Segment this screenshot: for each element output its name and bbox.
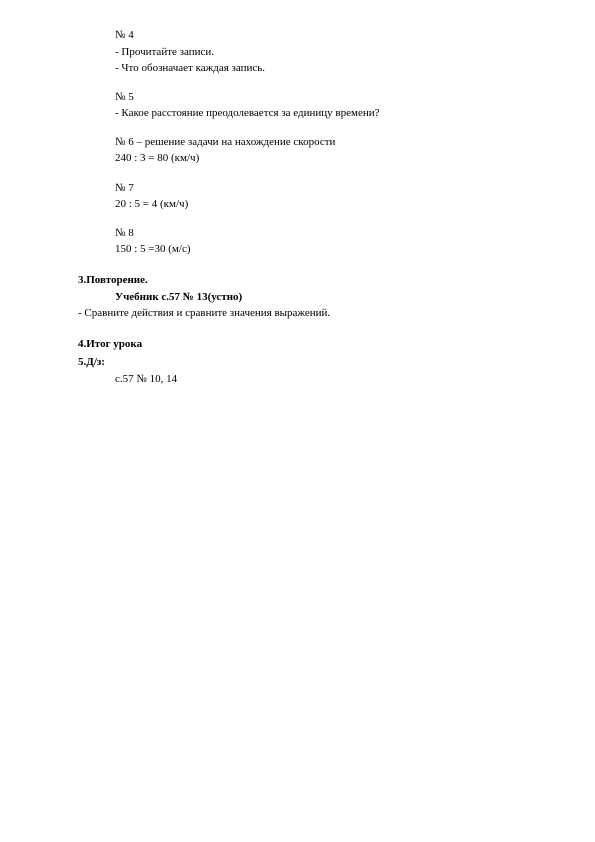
task-6-heading: № 6 – решение задачи на нахождение скорости xyxy=(115,136,336,148)
task-4-heading: № 4 xyxy=(115,29,134,41)
task-6-equation: 240 : 3 = 80 (км/ч) xyxy=(115,152,200,164)
task-7-heading: № 7 xyxy=(115,182,134,194)
section-3-heading: 3.Повторение. xyxy=(78,274,148,286)
section-5-homework: с.57 № 10, 14 xyxy=(115,373,178,385)
section-5-heading: 5.Д/з: xyxy=(78,356,105,368)
task-4-line-2: - Что обозначает каждая запись. xyxy=(115,62,266,74)
task-5-line-1: - Какое расстояние преодолевается за единицу времени? xyxy=(115,107,380,119)
task-7-equation: 20 : 5 = 4 (км/ч) xyxy=(115,198,189,210)
section-3-compare: - Сравните действия и сравните значения выражений. xyxy=(78,307,331,319)
task-8-heading: № 8 xyxy=(115,227,134,239)
task-4-line-1: - Прочитайте записи. xyxy=(115,46,215,58)
section-3-textbook: Учебник с.57 № 13(устно) xyxy=(115,291,243,303)
task-8-equation: 150 : 5 =30 (м/с) xyxy=(115,243,191,255)
section-4-heading: 4.Итог урока xyxy=(78,338,143,350)
task-5-heading: № 5 xyxy=(115,91,134,103)
